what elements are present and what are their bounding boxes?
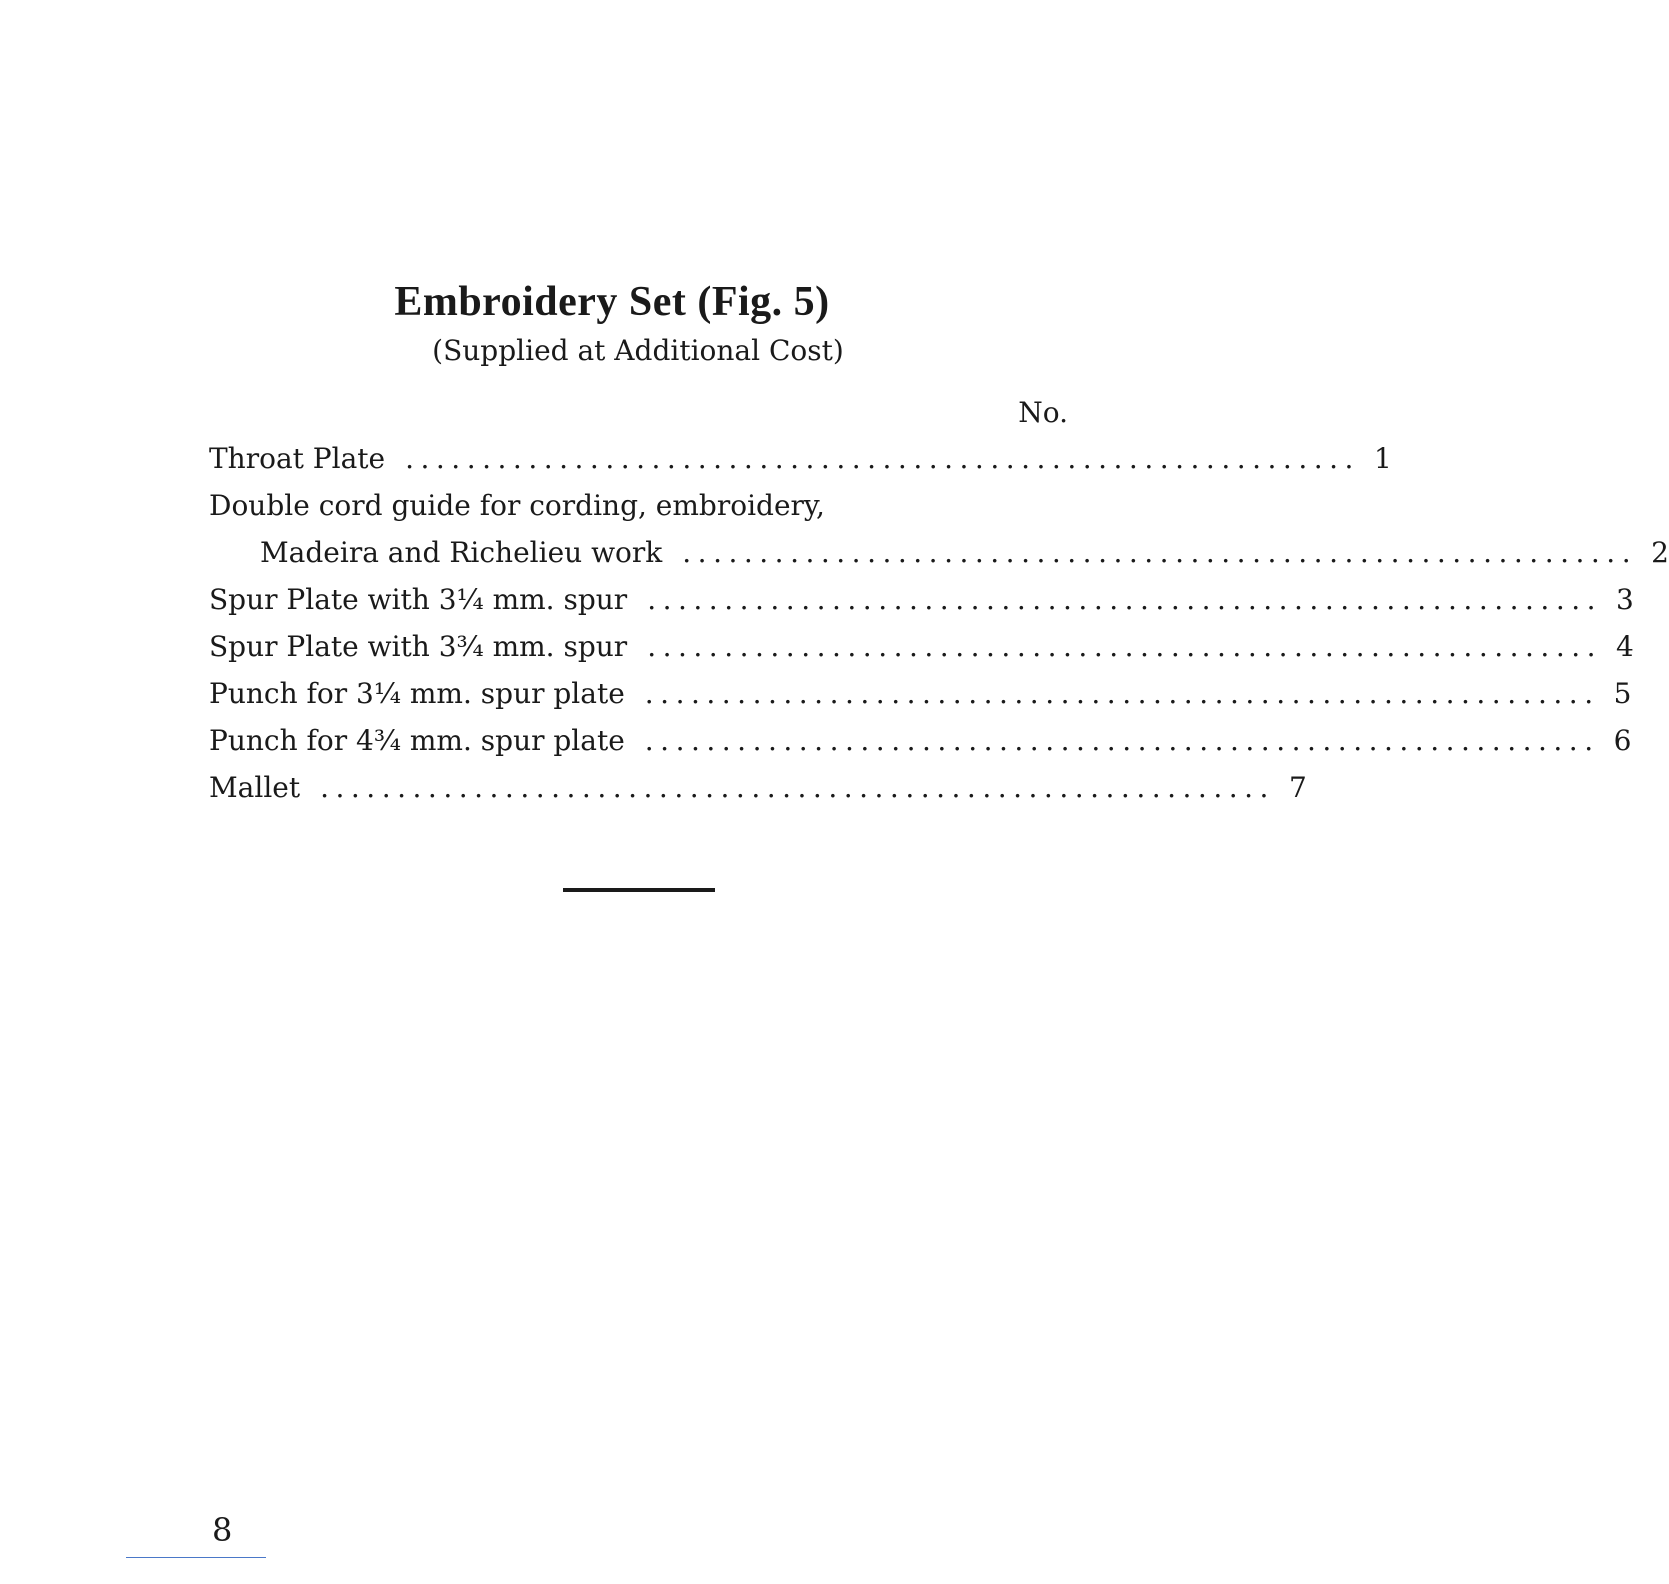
item-number: 2 bbox=[1651, 536, 1669, 569]
item-number: 4 bbox=[1616, 630, 1634, 663]
item-name: Spur Plate with 3¹⁄₄ mm. spur bbox=[209, 583, 628, 616]
page-number: 8 bbox=[212, 1511, 233, 1549]
dot-leader: .............................................................. bbox=[405, 442, 1360, 475]
dot-leader: .............................................................. bbox=[647, 630, 1603, 663]
item-number: 3 bbox=[1616, 583, 1634, 616]
dot-leader: .............................................................. bbox=[320, 771, 1275, 804]
list-item bbox=[209, 581, 1634, 628]
section-divider bbox=[563, 888, 715, 892]
item-name: Mallet bbox=[209, 771, 301, 804]
item-number: 6 bbox=[1613, 724, 1632, 757]
list-item bbox=[209, 675, 1632, 722]
item-number: 7 bbox=[1288, 771, 1307, 804]
dot-leader: .............................................................. bbox=[644, 724, 1600, 757]
dot-leader: .............................................................. bbox=[644, 677, 1600, 710]
list-item bbox=[209, 769, 1307, 816]
list-item bbox=[209, 440, 1392, 487]
item-name: Throat Plate bbox=[209, 442, 386, 475]
page-subtitle: (Supplied at Additional Cost) bbox=[432, 334, 844, 367]
page-title: Embroidery Set (Fig. 5) bbox=[394, 279, 830, 325]
list-item bbox=[209, 628, 1634, 675]
dot-leader: .............................................................. bbox=[647, 583, 1603, 616]
dot-leader: .............................................................. bbox=[682, 536, 1638, 569]
list-item bbox=[209, 487, 1067, 534]
parts-list bbox=[209, 440, 1669, 816]
item-name: Double cord guide for cording, embroidery, bbox=[209, 489, 825, 522]
number-column-header: No. bbox=[1018, 396, 1068, 429]
item-number: 5 bbox=[1613, 677, 1632, 710]
item-number: 1 bbox=[1373, 442, 1392, 475]
footer-rule bbox=[126, 1557, 266, 1558]
list-item bbox=[209, 534, 1669, 581]
item-name: Madeira and Richelieu work bbox=[260, 536, 663, 569]
list-item bbox=[209, 722, 1632, 769]
item-name: Spur Plate with 3³⁄₄ mm. spur bbox=[209, 630, 628, 663]
item-name: Punch for 3¹⁄₄ mm. spur plate bbox=[209, 677, 625, 710]
item-name: Punch for 4³⁄₄ mm. spur plate bbox=[209, 724, 625, 757]
